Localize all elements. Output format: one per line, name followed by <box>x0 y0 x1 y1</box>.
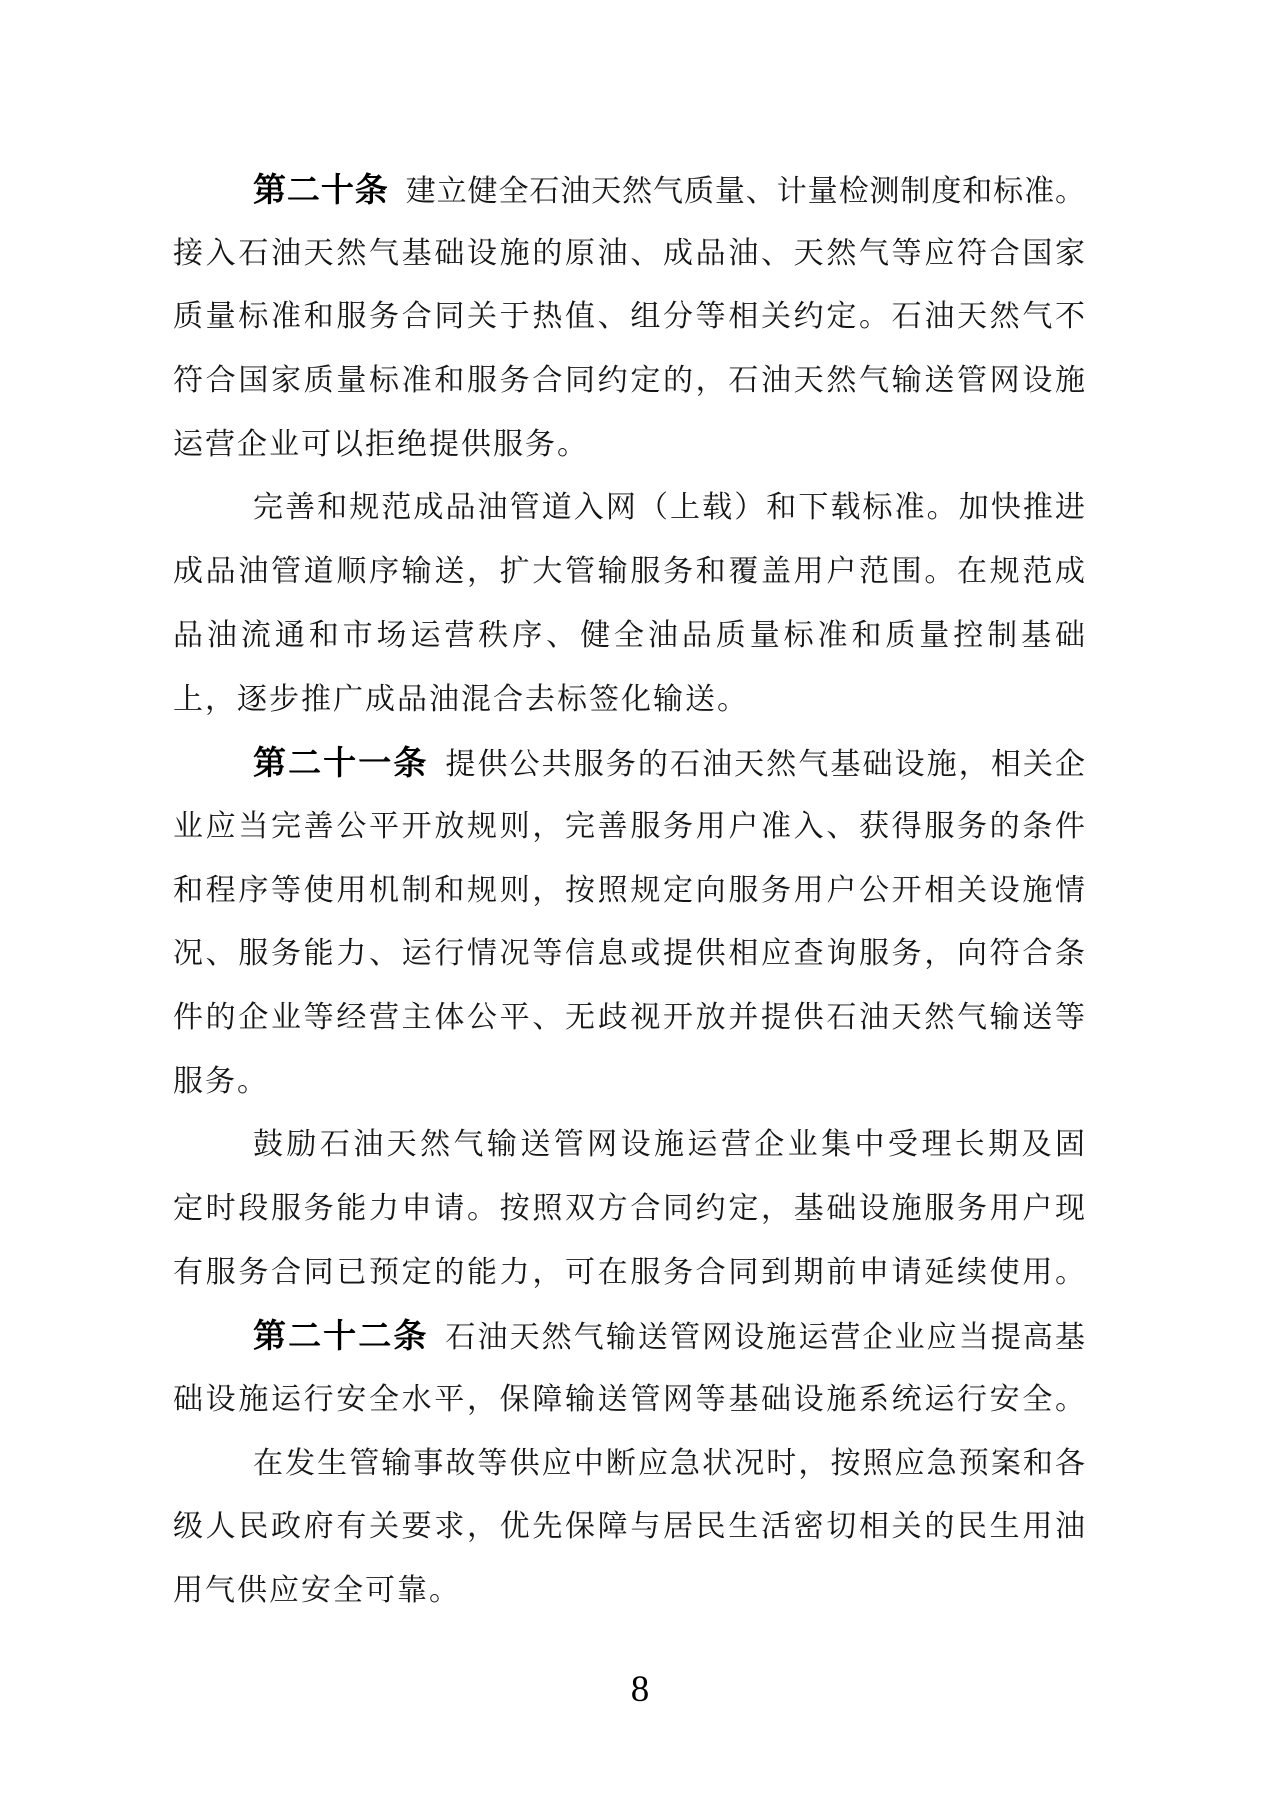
article-number: 第二十条 <box>253 171 389 208</box>
line-text: 用气供应安全可靠。 <box>173 1574 461 1608</box>
text-line <box>173 859 1085 923</box>
article-number: 第二十二条 <box>253 1317 429 1355</box>
line-text: 况、服务能力、运行情况等信息或提供相应查询服务，向符合条 <box>173 937 1085 971</box>
text-line <box>173 1495 1085 1559</box>
text-line <box>173 1432 1085 1496</box>
line-text: 业应当完善公平开放规则，完善服务用户准入、获得服务的条件 <box>173 809 1085 843</box>
text-line <box>173 285 1085 349</box>
line-text: 品油流通和市场运营秩序、健全油品质量标准和质量控制基础 <box>173 618 1085 652</box>
line-text: 上，逐步推广成品油混合去标签化输送。 <box>173 682 749 716</box>
text-line <box>173 986 1085 1050</box>
text-line <box>173 158 1085 222</box>
line-text: 建立健全石油天然气质量、计量检测制度和标准。 <box>405 175 1086 208</box>
line-text: 质量标准和服务合同关于热值、组分等相关约定。石油天然气不 <box>173 300 1085 334</box>
line-text: 鼓励石油天然气输送管网设施运营企业集中受理长期及固 <box>253 1128 1085 1162</box>
text-line <box>173 413 1085 477</box>
line-text: 件的企业等经营主体公平、无歧视开放并提供石油天然气输送等 <box>173 1000 1085 1034</box>
text-line <box>173 349 1085 413</box>
text-line <box>173 1113 1085 1177</box>
text-line <box>173 1050 1085 1114</box>
line-text: 服务。 <box>173 1064 269 1098</box>
text-line <box>173 1241 1085 1305</box>
line-text: 级人民政府有关要求，优先保障与居民生活密切相关的民生用油 <box>173 1510 1085 1544</box>
text-line <box>173 1177 1085 1241</box>
line-text: 石油天然气输送管网设施运营企业应当提高基 <box>445 1321 1086 1355</box>
text-line <box>173 476 1085 540</box>
text-line <box>173 1368 1085 1432</box>
text-line <box>173 922 1085 986</box>
document-body <box>173 158 1085 1623</box>
text-line <box>173 222 1085 286</box>
text-line <box>173 795 1085 859</box>
text-line <box>173 1559 1085 1623</box>
article-number: 第二十一条 <box>253 744 429 782</box>
text-line <box>173 1304 1085 1368</box>
line-text: 和程序等使用机制和规则，按照规定向服务用户公开相关设施情 <box>173 873 1085 907</box>
line-text: 运营企业可以拒绝提供服务。 <box>173 427 589 461</box>
line-text: 成品油管道顺序输送，扩大管输服务和覆盖用户范围。在规范成 <box>173 555 1085 589</box>
text-line <box>173 731 1085 795</box>
text-line <box>173 668 1085 732</box>
page-number: 8 <box>630 1669 650 1710</box>
line-text: 接入石油天然气基础设施的原油、成品油、天然气等应符合国家 <box>173 236 1085 270</box>
line-text: 在发生管输事故等供应中断应急状况时，按照应急预案和各 <box>253 1446 1085 1480</box>
line-text: 完善和规范成品油管道入网（上载）和下载标准。加快推进 <box>253 491 1085 525</box>
text-line <box>173 604 1085 668</box>
line-text: 础设施运行安全水平，保障输送管网等基础设施系统运行安全。 <box>173 1383 1085 1417</box>
line-text: 提供公共服务的石油天然气基础设施，相关企 <box>445 748 1086 782</box>
line-text: 定时段服务能力申请。按照双方合同约定，基础设施服务用户现 <box>173 1192 1085 1225</box>
line-text: 有服务合同已预定的能力，可在服务合同到期前申请延续使用。 <box>173 1255 1085 1289</box>
text-line <box>173 540 1085 604</box>
line-text: 符合国家质量标准和服务合同约定的，石油天然气输送管网设施 <box>173 364 1085 398</box>
